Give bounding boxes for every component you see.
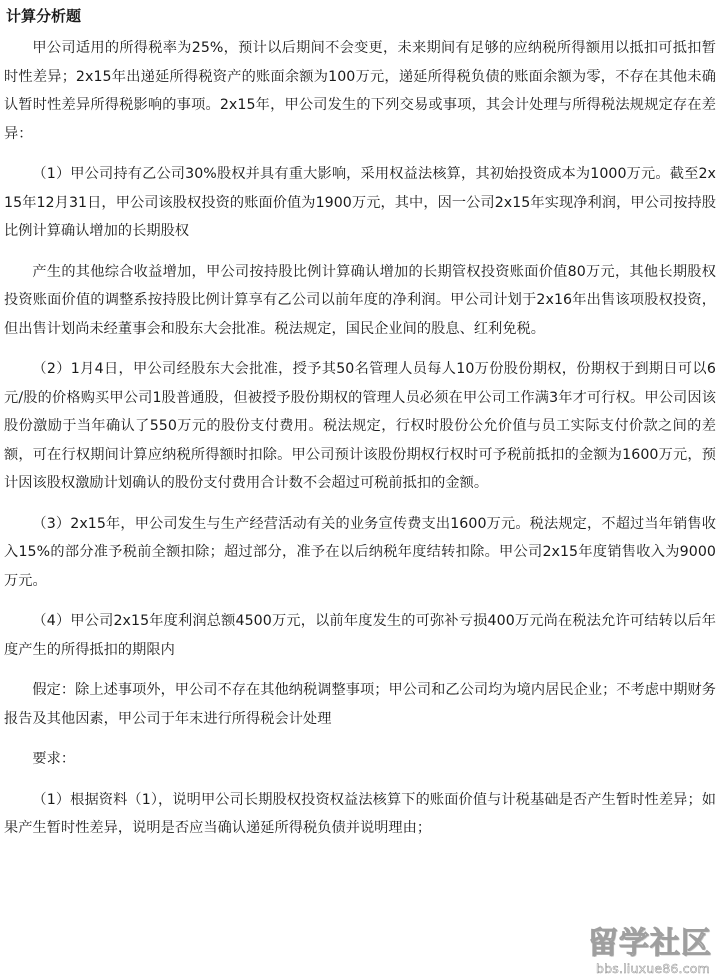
assumption-paragraph: 假定：除上述事项外，甲公司不存在其他纳税调整事项；甲公司和乙公司均为境内居民企业；不考虑中期财务报告及其他因素，甲公司于年末进行所得税会计处理 — [4, 682, 716, 727]
item-1-paragraph: （1）甲公司持有乙公司30%股权并具有重大影响，采用权益法核算，其初始投资成本为1000万元。截至2x15年12月31日，甲公司该股权投资的账面价值为1900万元，其中，因一公司2x15年实现净利润，甲公司按持股比例计算确认增加的长期股权 — [4, 166, 716, 239]
requirement-1-paragraph: （1）根据资料（1），说明甲公司长期股权投资权益法核算下的账面价值与计税基础是否产生暂时性差异；如果产生暂时性差异，说明是否应当确认递延所得税负债并说明理由； — [4, 791, 716, 836]
item-3-paragraph: （3）2x15年，甲公司发生与生产经营活动有关的业务宣传费支出1600万元。税法规定，不超过当年销售收入15%的部分准予税前全额扣除；超过部分，准予在以后纳税年度结转扣除。甲公司2x15年度销售收入为9000万元。 — [4, 515, 716, 589]
item-1-continued-paragraph: 产生的其他综合收益增加，甲公司按持股比例计算确认增加的长期管权投资账面价值80万元，其他长期股权投资账面价值的调整系按持股比例计算享有乙公司以前年度的净利润。甲公司计划于2x16年出售该项股权投资，但出售计划尚未经董事会和股东大会批准。税法规定，国民企业间的股息、红利免税。 — [4, 263, 716, 337]
item-2-paragraph: （2）1月4日，甲公司经股东大会批准，授予其50名管理人员每人10万份股份期权，份期权于到期日可以6元/股的价格购买甲公司1股普通股，但被授予股份期权的管理人员必须在甲公司工作满3年才可行权。甲公司因该股份激励于当年确认了550万元的股份支付费用。税法规定，行权时股份公允价值与员工实际支付价款之间的差额，可在行权期间计算应纳税所得额时扣除。甲公司预计该股份期权行权时可予税前抵扣的金额为1600万元，预计因该股权激励计划确认的股份支付费用合计数不会超过可税前抵扣的金额。 — [4, 361, 716, 491]
watermark-url: bbs.liuxue86.com — [595, 961, 710, 976]
item-4-paragraph: （4）甲公司2x15年度利润总额4500万元，以前年度发生的可弥补亏损400万元尚在税法允许可结转以后年度产生的所得抵扣的期限内 — [4, 613, 716, 658]
section-title: 计算分析题 — [6, 7, 82, 25]
intro-paragraph: 甲公司适用的所得税率为25%，预计以后期间不会变更，未来期间有足够的应纳税所得额用以抵扣可抵扣暂时性差异；2x15年出递延所得税资产的账面余额为100万元，递延所得税负债的账面余额为零，不存在其他未确认暂时性差异所得税影响的事项。2x15年，甲公司发生的下列交易或事项，其会计处理与所得税法规规定存在差异： — [4, 40, 716, 142]
watermark-brand: 留学社区 — [588, 926, 712, 961]
requirements-heading: 要求： — [32, 751, 76, 767]
